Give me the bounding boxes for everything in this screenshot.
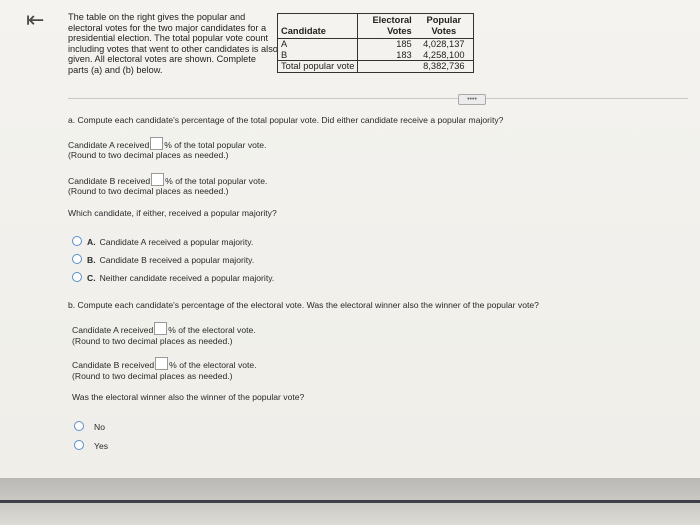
total-row (278, 61, 474, 73)
option-a[interactable] (72, 236, 253, 248)
total-label: Total popular vote (278, 61, 358, 73)
option-text: Candidate A received a popular majority. (99, 237, 254, 247)
answer-input-b-popular[interactable] (151, 173, 164, 186)
option-no[interactable] (74, 421, 105, 433)
option-letter: A. (87, 237, 96, 247)
option-b[interactable] (72, 254, 254, 266)
popular-cell: 4,028,137 (423, 39, 465, 49)
prefix-label: Candidate A received (72, 325, 154, 335)
suffix-label: % of the total popular vote. (165, 176, 268, 186)
expand-button[interactable]: •••• (458, 94, 486, 105)
part-b-candidate-b-line (72, 357, 257, 371)
answer-input-a-popular[interactable] (150, 137, 163, 150)
divider (68, 98, 688, 99)
part-b-question: b. Compute each candidate's percentage of the electoral vote. Was the electoral winner also the winner of the popular vote? (68, 300, 539, 310)
vote-table (277, 13, 474, 73)
header-electoral-votes: Electoral Votes (358, 14, 415, 39)
radio-circle-icon[interactable] (72, 272, 82, 282)
part-a-question: a. Compute each candidate's percentage of the total popular vote. Did either candidate receive a popular majority? (68, 115, 504, 125)
majority-question: Which candidate, if either, received a popular majority? (68, 208, 277, 218)
candidate-cell: A (278, 39, 358, 50)
winner-question: Was the electoral winner also the winner of the popular vote? (72, 392, 305, 402)
answer-input-b-electoral[interactable] (155, 357, 168, 370)
part-a-candidate-b-line (68, 173, 267, 187)
round-note: (Round to two decimal places as needed.) (68, 150, 229, 160)
option-letter: C. (87, 273, 96, 283)
option-yes[interactable] (74, 440, 108, 452)
round-note: (Round to two decimal places as needed.) (72, 336, 233, 346)
header-candidate: Candidate (278, 14, 358, 39)
electoral-cell: 183 (396, 49, 412, 60)
option-text: Neither candidate received a popular majority. (99, 273, 275, 283)
screen-bottom-edge (0, 500, 700, 503)
option-letter: B. (87, 255, 96, 265)
electoral-cell: 185 (396, 39, 412, 49)
prefix-label: Candidate B received (68, 176, 151, 186)
candidate-cell: B (278, 50, 358, 61)
option-text: No (94, 422, 105, 432)
suffix-label: % of the electoral vote. (169, 360, 257, 370)
round-note: (Round to two decimal places as needed.) (68, 186, 229, 196)
radio-circle-icon[interactable] (72, 236, 82, 246)
radio-circle-icon[interactable] (74, 421, 84, 431)
option-text: Candidate B received a popular majority. (99, 255, 255, 265)
round-note: (Round to two decimal places as needed.) (72, 371, 233, 381)
header-popular-votes: Popular Votes (415, 14, 474, 39)
popular-cell: 4,258,100 (423, 49, 465, 60)
table-row (278, 50, 474, 61)
suffix-label: % of the electoral vote. (168, 325, 256, 335)
problem-intro: The table on the right gives the popular and electoral votes for the two major candidates for a presidential election. The total popular vote count including votes that went to other candidates is also given. All electoral votes are shown. Complete parts (a) and (b) below. (68, 12, 278, 75)
total-popular-cell: 8,382,736 (415, 61, 474, 73)
part-b-candidate-a-line (72, 322, 256, 336)
part-a-candidate-a-line (68, 137, 266, 151)
answer-input-a-electoral[interactable] (154, 322, 167, 335)
option-text: Yes (94, 441, 109, 451)
option-c[interactable] (72, 272, 274, 284)
table-row (278, 39, 474, 50)
radio-circle-icon[interactable] (72, 254, 82, 264)
back-arrow-icon[interactable]: ⇤ (26, 7, 45, 32)
total-electoral-cell (358, 61, 415, 73)
radio-circle-icon[interactable] (74, 440, 84, 450)
suffix-label: % of the total popular vote. (164, 140, 267, 150)
prefix-label: Candidate B received (72, 360, 155, 370)
prefix-label: Candidate A received (68, 140, 150, 150)
